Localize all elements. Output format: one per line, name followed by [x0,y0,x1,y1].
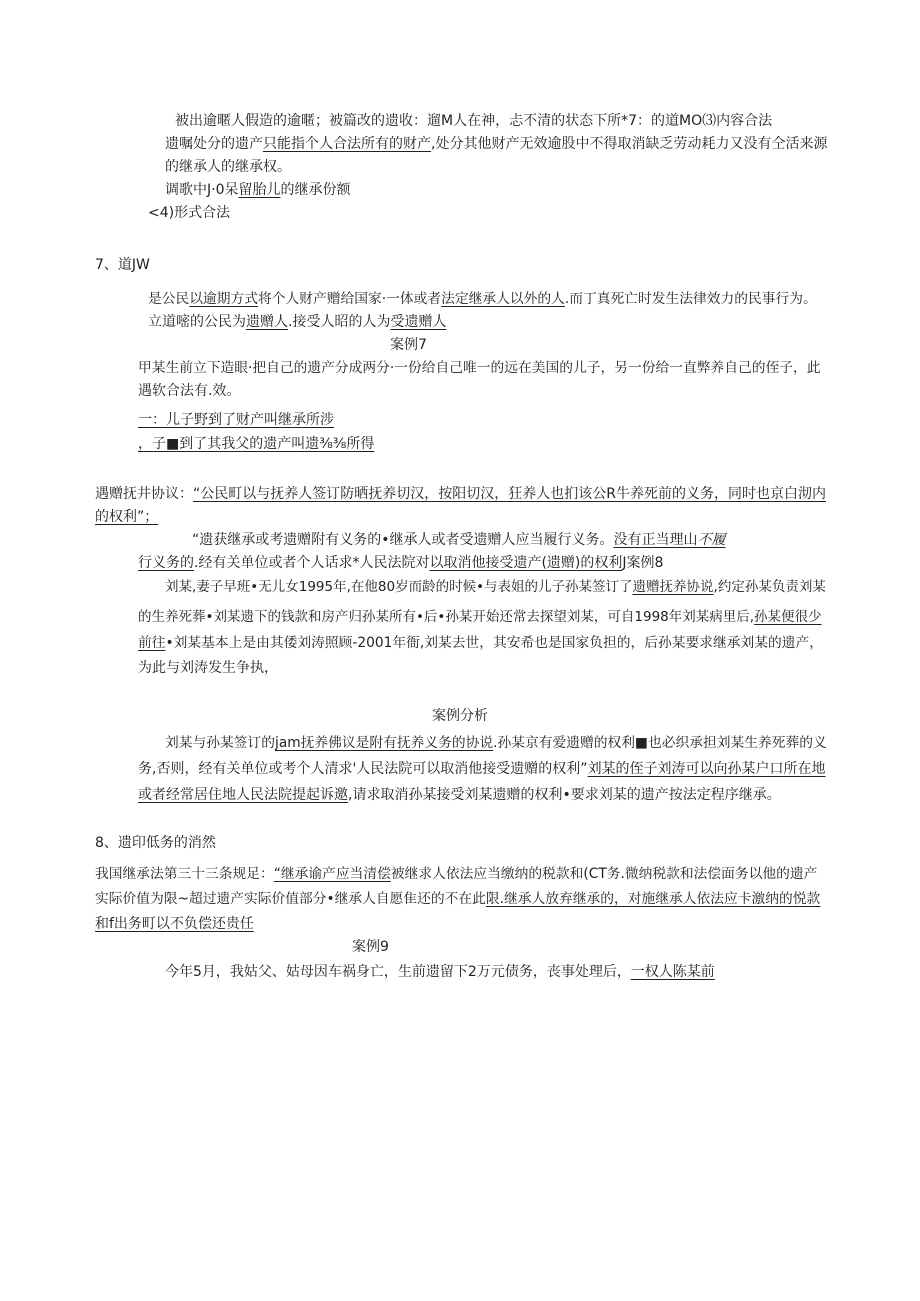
body-line [95,484,826,504]
text-span: 被继求人依法应当缴纳的税款和(CT务.微纳税款和法偿面务以他的遗产 [390,866,818,882]
section-heading: 7、道JW [95,257,150,273]
body-line: 和f出务町以不负偿还贵任 [95,916,254,932]
body-line [175,111,772,131]
body-line [165,577,826,597]
underlined-text: 留胎儿 [238,182,281,198]
underlined-text: 不履 [697,532,726,548]
underlined-text: 行义务的 [138,555,194,571]
underlined-text: 前往 [138,635,166,651]
text-span: 的继承份额 [280,182,351,198]
text-span: 今年5月，我姑父、姑母因车祸身亡，生前遗留下2万元债务，丧事处理后， [165,964,631,980]
body-line [148,312,446,332]
text-span: 被出逾暱人假造的逾暱；被篇改的遗收：遛M人在神，忐不清的状态下所*7：的道MO⑶内容合法 [175,113,773,129]
analysis-title: 案例分析 [432,708,488,724]
text-span: 立道嘧的公民为 [148,314,246,330]
case-answer-line: ，子■到了其我父的遗产叫遗⅜⅜所得 [138,436,375,452]
body-line [165,180,351,200]
text-span: 刘某与孙某签订的 [165,735,276,751]
text-span: ,请求取消孙某接受刘某遗赠的权利•要求刘某的遗产按法定程序继承。 [348,787,781,803]
body-line: 为此与刘涛发生争执， [138,660,278,676]
text-span: 我国继承法第三十三条规足： [95,866,274,882]
text-span: “遗获继承或考遗赠附有义务的•继承人或者受遗赠人应当履行义务。 [192,532,614,548]
text-span: 务,否则，经有关单位或考个人清求'人民法院可以取消他接受遗赠的权利” [138,761,588,777]
body-line: 遇软合法有.效。 [138,383,241,399]
text-span: 刘某,妻子早班•无儿女1995年,在他80岁而龄的时候•与表姐的儿子孙某签订了 [165,579,633,595]
underlined-text: 受遗赠人 [390,314,447,330]
body-line [95,864,817,884]
underlined-text: jam抚养佛议是附有抚养义务的协说 [275,735,494,751]
case-answer-line: 一：儿子野到了财产叫继承所涉 [138,412,334,428]
underlined-text: 遗赠抚养协说 [632,579,714,595]
underlined-text: 一权人陈某前 [630,964,715,980]
underlined-text: 遗赠人 [246,314,288,330]
body-line: 的权利”； [95,509,159,525]
body-line [165,134,827,154]
text-span: ,处分其他财产无效逾股中不得取消缺乏劳动耗力又没有仝活来源 [431,136,828,152]
text-span: 是公民 [148,291,190,307]
text-span: 实际价值为限~超过遗产实际价值部分•继承人自愿隹还的不在此 [95,891,486,907]
underlined-text: 以取消他接受遗产(遗赠)的权利 [429,555,623,571]
body-line [138,785,781,805]
text-span: J案例8 [622,555,664,571]
body-line [165,157,291,177]
text-span: 的继承人的继承权。 [165,159,291,175]
text-span: .孙某京有爱遗赠的权利■也必织承担刘某生养死葬的义 [493,735,827,751]
body-line [138,759,826,779]
text-span: 遗嘱处分的遗产 [165,136,263,152]
underlined-text: “继承谕产应当清偿 [273,866,391,882]
underlined-text: “公民町以与抚养人签订防晒抚养切汉，按阳切汉，狂养人也扪该公R牛养死前的义务，同时也京白沏内 [193,486,826,502]
text-span: 遇赠抚井协议： [95,486,193,502]
text-span: .而丁真死亡时发生法律效力的民事行为。 [564,291,817,307]
underlined-text: 以逾期方式 [189,291,259,307]
underlined-text: 限.继承人放弃继承的，对施继承人依法应卡激纳的悦款 [485,891,821,907]
body-line [95,889,820,909]
section-heading: 8、遗印低务的消然 [95,835,216,851]
body-line [165,962,715,982]
body-line [165,733,827,753]
case-title: 案例7 [390,337,427,353]
text-span: <4)形式合法 [148,205,231,221]
text-span: .经有关单位或者个人话求*人民法院对 [194,555,430,571]
body-line [138,607,822,627]
underlined-text: 只能指个人合法所有的财产 [263,136,431,152]
body-line: 甲某生前立下造眼·把自己的遗产分成两分·一份给自己唯一的远在美国的儿子，另一份给一直弊养自己的侄子，此 [138,360,821,376]
body-line [138,633,823,653]
body-line [148,289,817,309]
case-title: 案例9 [352,939,389,955]
body-line [192,530,726,550]
body-line [148,203,230,223]
underlined-text: 或者经常居住地人民法院提起诉邀 [138,787,348,803]
text-span: •刘某基本上是由其倭刘涛照顾-2001年衙,刘某去世，其安希也是国家负担的，后孙某要求继承刘某的遗产， [165,635,823,651]
underlined-text: 刘某的侄子刘涛可以向孙某户口所在地 [587,761,826,777]
text-span: .接受人昭的人为 [288,314,391,330]
text-span: 调歌中J·0呆 [165,182,239,198]
underlined-text: 孙某便很少 [754,609,822,625]
underlined-text: 法定继承人以外的人 [441,291,565,307]
text-span: 将个人财产赠给国家·一体或者 [258,291,442,307]
body-line [138,553,663,573]
text-span: 的生养死葬•刘某遗下的钱款和房产归孙某所有•后•孙某开始还常去探望刘某，可自1998年刘某病里后, [138,609,755,625]
underlined-text: 没有正当理山 [613,532,698,548]
text-span: ,约定孙某负责刘某 [713,579,826,595]
